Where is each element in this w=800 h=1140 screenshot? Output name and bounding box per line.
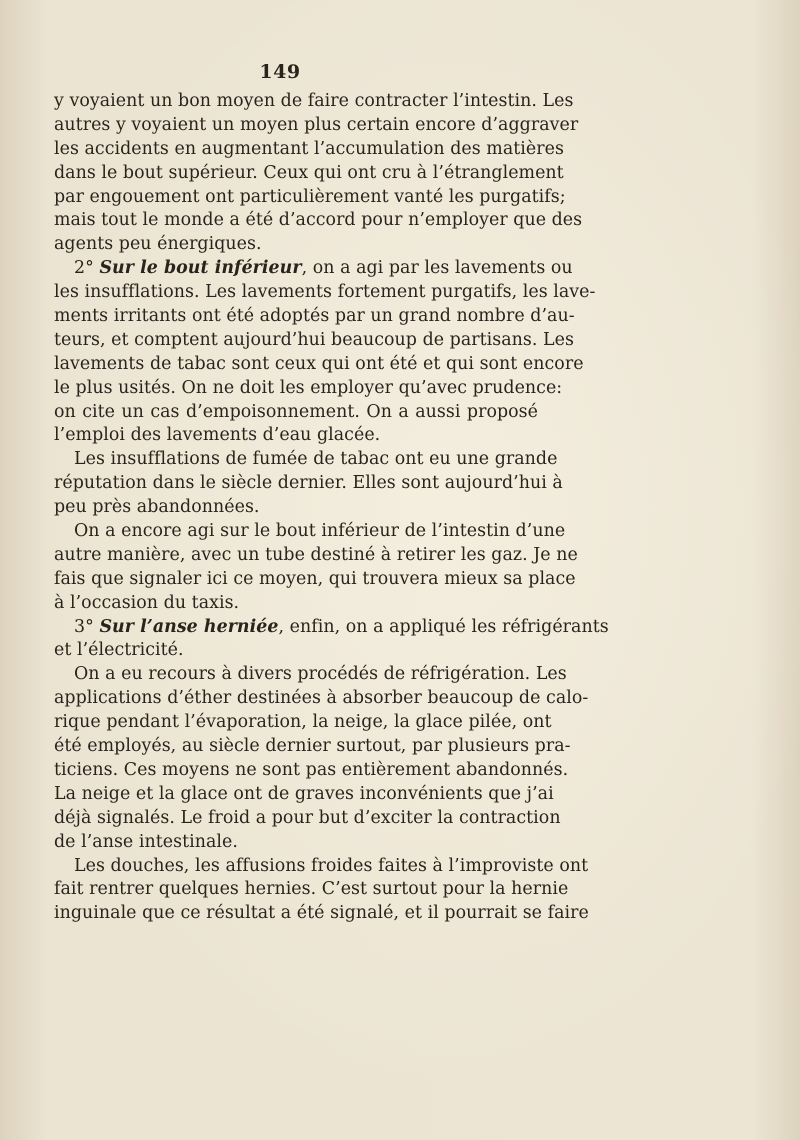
text-line: fait rentrer quelques hernies. C’est surtout pour la hernie	[54, 879, 569, 900]
text-line: autres y voyaient un moyen plus certain encore d’aggraver	[54, 114, 579, 135]
text-line: ticiens. Ces moyens ne sont pas entièrement abandonnés.	[54, 759, 569, 780]
text-line: le plus usités. On ne doit les employer qu’avec prudence:	[54, 377, 563, 398]
line-text: , enfin, on a appliqué les réfrigérants	[278, 616, 609, 637]
text-line: on cite un cas d’empoisonnement. On a aussi proposé	[54, 401, 538, 422]
text-line: déjà signalés. Le froid a pour but d’exciter la contraction	[54, 807, 561, 828]
text-line: dans le bout supérieur. Ceux qui ont cru à l’étranglement	[54, 162, 564, 183]
line-text: , on a agi par les lavements ou	[301, 258, 573, 279]
text-line: inguinale que ce résultat a été signalé, et il pourrait se faire	[54, 903, 589, 924]
text-line: les accidents en augmentant l’accumulation des matières	[54, 138, 564, 159]
text-line: mais tout le monde a été d’accord pour n’employer que des	[54, 210, 583, 231]
text-line: Les douches, les affusions froides faites à l’improviste ont	[74, 855, 589, 876]
text-line: On a eu recours à divers procédés de réfrigération. Les	[74, 664, 567, 685]
text-line: rique pendant l’évaporation, la neige, la glace pilée, ont	[54, 712, 552, 733]
section-number: 3°	[74, 616, 100, 637]
text-line: agents peu énergiques.	[54, 234, 262, 255]
text-line: réputation dans le siècle dernier. Elles sont aujourd’hui à	[54, 473, 563, 494]
text-line: à l’occasion du taxis.	[54, 592, 240, 613]
text-line: peu près abandonnées.	[54, 497, 260, 518]
text-line: et l’électricité.	[54, 640, 184, 661]
text-line: l’emploi des lavements d’eau glacée.	[54, 425, 381, 446]
text-line: ments irritants ont été adoptés par un grand nombre d’au-	[54, 306, 575, 327]
text-line: applications d’éther destinées à absorber beaucoup de calo-	[54, 688, 589, 709]
text-line	[54, 616, 609, 640]
text-line: les insufflations. Les lavements fortement purgatifs, les lave-	[54, 282, 596, 303]
section-number: 2°	[74, 258, 100, 279]
text-line: La neige et la glace ont de graves inconvénients que j’ai	[54, 783, 554, 804]
text-line: teurs, et comptent aujourd’hui beaucoup de partisans. Les	[54, 329, 574, 350]
text-line	[54, 257, 573, 281]
text-line: lavements de tabac sont ceux qui ont été et qui sont encore	[54, 353, 584, 374]
text-line: par engouement ont particulièrement vanté les purgatifs;	[54, 186, 566, 207]
section-heading-italic: Sur le bout inférieur	[99, 258, 302, 279]
text-line: Les insufflations de fumée de tabac ont eu une grande	[74, 449, 558, 470]
text-line: été employés, au siècle dernier surtout, par plusieurs pra-	[54, 736, 571, 757]
text-line: y voyaient un bon moyen de faire contracter l’intestin. Les	[54, 91, 574, 111]
text-line: autre manière, avec un tube destiné à retirer les gaz. Je ne	[54, 544, 578, 565]
text-line: On a encore agi sur le bout inférieur de l’intestin d’une	[74, 521, 566, 542]
section-heading-italic: Sur l’anse herniée	[99, 616, 279, 637]
body-text	[54, 90, 609, 926]
page-number: 149	[259, 61, 301, 83]
text-line: fais que signaler ici ce moyen, qui trouvera mieux sa place	[54, 568, 576, 589]
text-line: de l’anse intestinale.	[54, 831, 238, 852]
